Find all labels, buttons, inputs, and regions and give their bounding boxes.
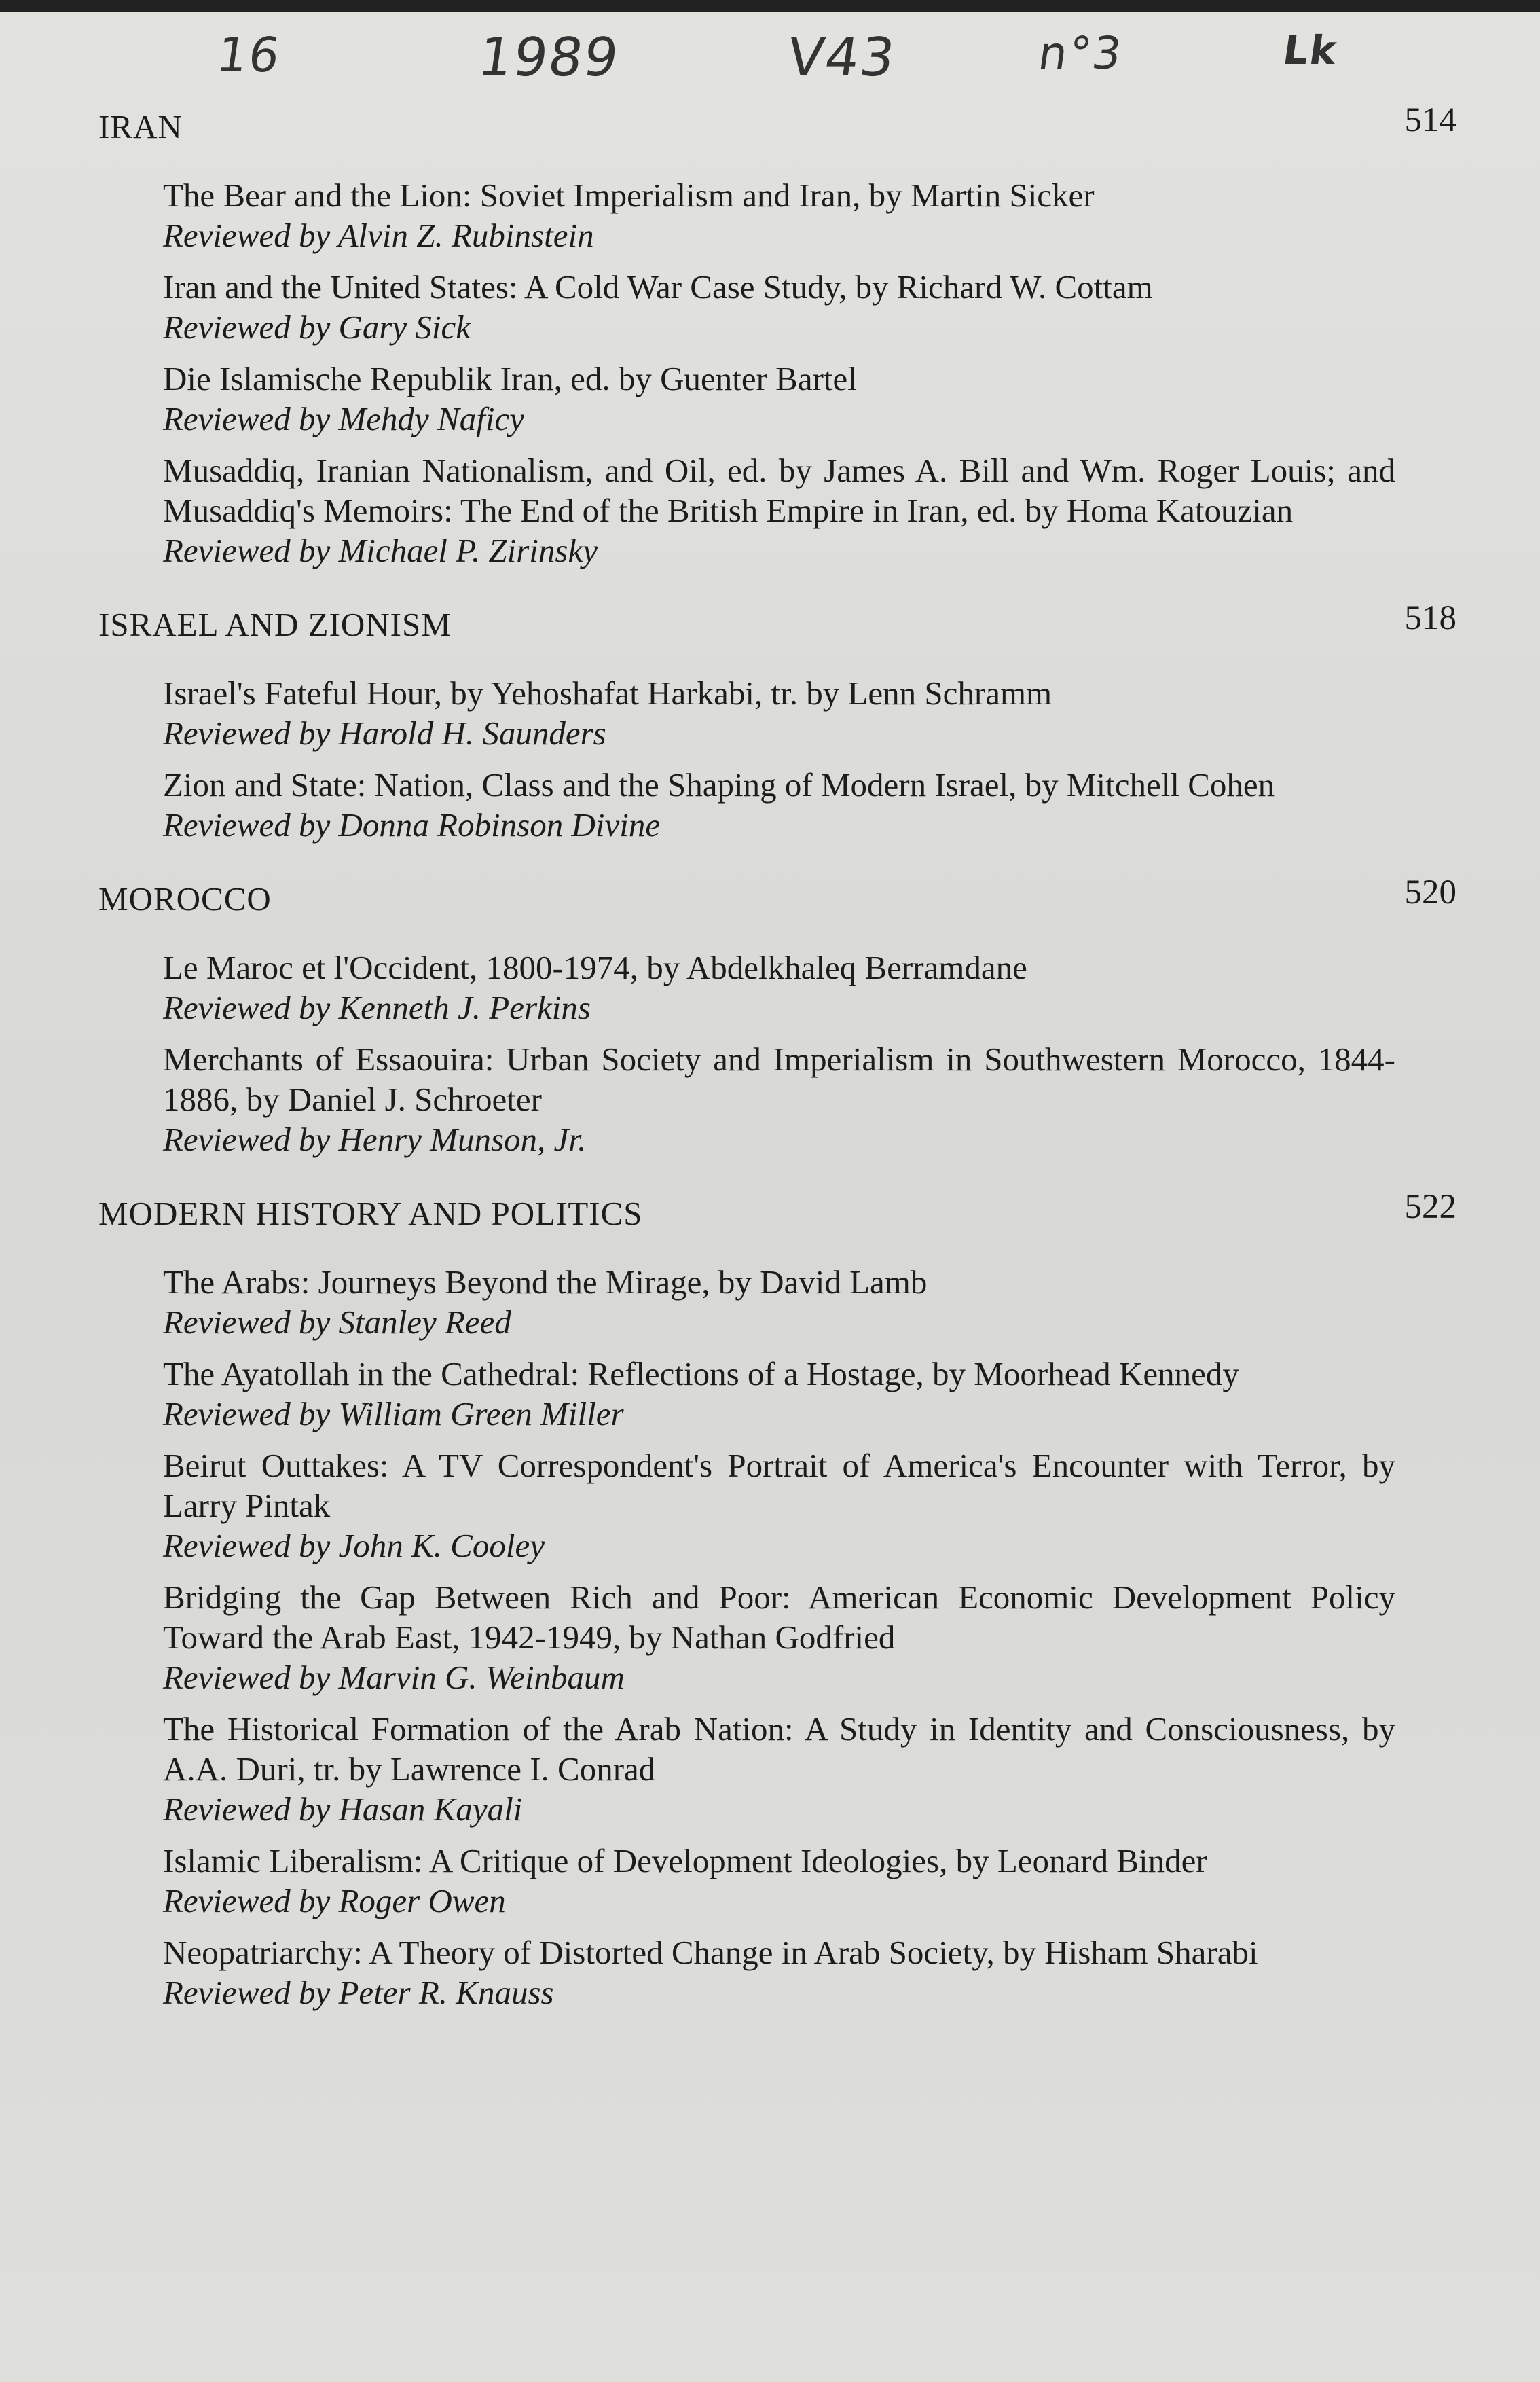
section-header — [98, 1187, 1456, 1236]
book-citation: Neopatriarchy: A Theory of Distorted Change in Arab Society, by Hisham Sharabi — [163, 1934, 1258, 1971]
review-entry — [163, 1354, 1395, 1434]
reviewer-line: Reviewed by Gary Sick — [163, 308, 471, 346]
review-list — [163, 673, 1395, 846]
review-entry — [163, 1841, 1395, 1921]
handwritten-note: Lk — [1280, 27, 1341, 73]
review-list — [163, 948, 1395, 1160]
handwritten-note: 16 — [213, 27, 285, 83]
review-list — [163, 175, 1395, 571]
reviewer-line: Reviewed by Peter R. Knauss — [163, 1974, 554, 2011]
handwritten-note: 1989 — [474, 27, 623, 88]
section-modern-history-and-politics — [98, 1187, 1456, 2013]
book-citation: The Arabs: Journeys Beyond the Mirage, by David Lamb — [163, 1263, 928, 1301]
section-title: MODERN HISTORY AND POLITICS — [98, 1195, 643, 1232]
handwritten-note: n°3 — [1035, 27, 1126, 79]
section-morocco — [98, 873, 1456, 1160]
review-entry — [163, 1039, 1395, 1160]
section-page-number: 522 — [1404, 1188, 1456, 1226]
section-page-number: 514 — [1404, 101, 1456, 139]
book-citation: Bridging the Gap Between Rich and Poor: American Economic Development Policy Toward the Arab East, 1942-1949, by Nathan Godfried — [163, 1578, 1395, 1656]
review-list — [163, 1262, 1395, 2013]
section-page-number: 518 — [1404, 599, 1456, 637]
review-entry — [163, 1932, 1395, 2013]
review-entry — [163, 359, 1395, 439]
review-entry — [163, 673, 1395, 754]
reviewer-line: Reviewed by Alvin Z. Rubinstein — [163, 217, 594, 254]
book-citation: The Bear and the Lion: Soviet Imperialism and Iran, by Martin Sicker — [163, 177, 1095, 214]
book-citation: The Ayatollah in the Cathedral: Reflections of a Hostage, by Moorhead Kennedy — [163, 1355, 1239, 1392]
review-entry — [163, 1445, 1395, 1566]
review-entry — [163, 267, 1395, 348]
section-title: MOROCCO — [98, 880, 272, 918]
book-citation: Iran and the United States: A Cold War Case Study, by Richard W. Cottam — [163, 268, 1153, 306]
reviewer-line: Reviewed by Hasan Kayali — [163, 1790, 523, 1828]
section-iran — [98, 101, 1456, 571]
book-citation: Die Islamische Republik Iran, ed. by Guenter Bartel — [163, 360, 857, 397]
book-citation: Islamic Liberalism: A Critique of Development Ideologies, by Leonard Binder — [163, 1842, 1207, 1879]
handwritten-annotations — [0, 20, 1540, 95]
section-title: ISRAEL AND ZIONISM — [98, 606, 452, 643]
reviewer-line: Reviewed by John K. Cooley — [163, 1527, 545, 1564]
reviewer-line: Reviewed by Donna Robinson Divine — [163, 806, 661, 844]
book-citation: Musaddiq, Iranian Nationalism, and Oil, ed. by James A. Bill and Wm. Roger Louis; and Musaddiq's Memoirs: The End of the British Empire in Iran, ed. by Homa Katouzian — [163, 452, 1395, 529]
section-page-number: 520 — [1404, 873, 1456, 912]
reviewer-line: Reviewed by Marvin G. Weinbaum — [163, 1659, 625, 1696]
reviewer-line: Reviewed by Kenneth J. Perkins — [163, 989, 591, 1026]
book-citation: Merchants of Essaouira: Urban Society and Imperialism in Southwestern Morocco, 1844-1886, by Daniel J. Schroeter — [163, 1041, 1395, 1118]
review-entry — [163, 1577, 1395, 1698]
reviewer-line: Reviewed by Harold H. Saunders — [163, 715, 606, 752]
book-citation: The Historical Formation of the Arab Nation: A Study in Identity and Consciousness, by A.A. Duri, tr. by Lawrence I. Conrad — [163, 1710, 1395, 1788]
review-entry — [163, 1709, 1395, 1830]
reviewer-line: Reviewed by Mehdy Naficy — [163, 400, 524, 437]
section-header — [98, 873, 1456, 922]
review-entry — [163, 175, 1395, 256]
section-header — [98, 101, 1456, 149]
review-entry — [163, 765, 1395, 846]
handwritten-note: V43 — [783, 27, 900, 88]
book-citation: Beirut Outtakes: A TV Correspondent's Portrait of America's Encounter with Terror, by Larry Pintak — [163, 1447, 1395, 1524]
review-entry — [163, 948, 1395, 1028]
section-title: IRAN — [98, 108, 183, 145]
reviewer-line: Reviewed by Roger Owen — [163, 1882, 506, 1919]
scan-top-edge — [0, 0, 1540, 12]
section-header — [98, 598, 1456, 647]
reviewer-line: Reviewed by Stanley Reed — [163, 1303, 511, 1341]
section-israel-and-zionism — [98, 598, 1456, 846]
review-entry — [163, 450, 1395, 571]
book-citation: Le Maroc et l'Occident, 1800-1974, by Abdelkhaleq Berramdane — [163, 949, 1027, 986]
book-citation: Zion and State: Nation, Class and the Shaping of Modern Israel, by Mitchell Cohen — [163, 766, 1275, 804]
table-of-contents — [98, 88, 1456, 2040]
book-citation: Israel's Fateful Hour, by Yehoshafat Harkabi, tr. by Lenn Schramm — [163, 674, 1052, 712]
reviewer-line: Reviewed by William Green Miller — [163, 1395, 624, 1432]
review-entry — [163, 1262, 1395, 1343]
reviewer-line: Reviewed by Michael P. Zirinsky — [163, 532, 598, 569]
reviewer-line: Reviewed by Henry Munson, Jr. — [163, 1121, 587, 1158]
